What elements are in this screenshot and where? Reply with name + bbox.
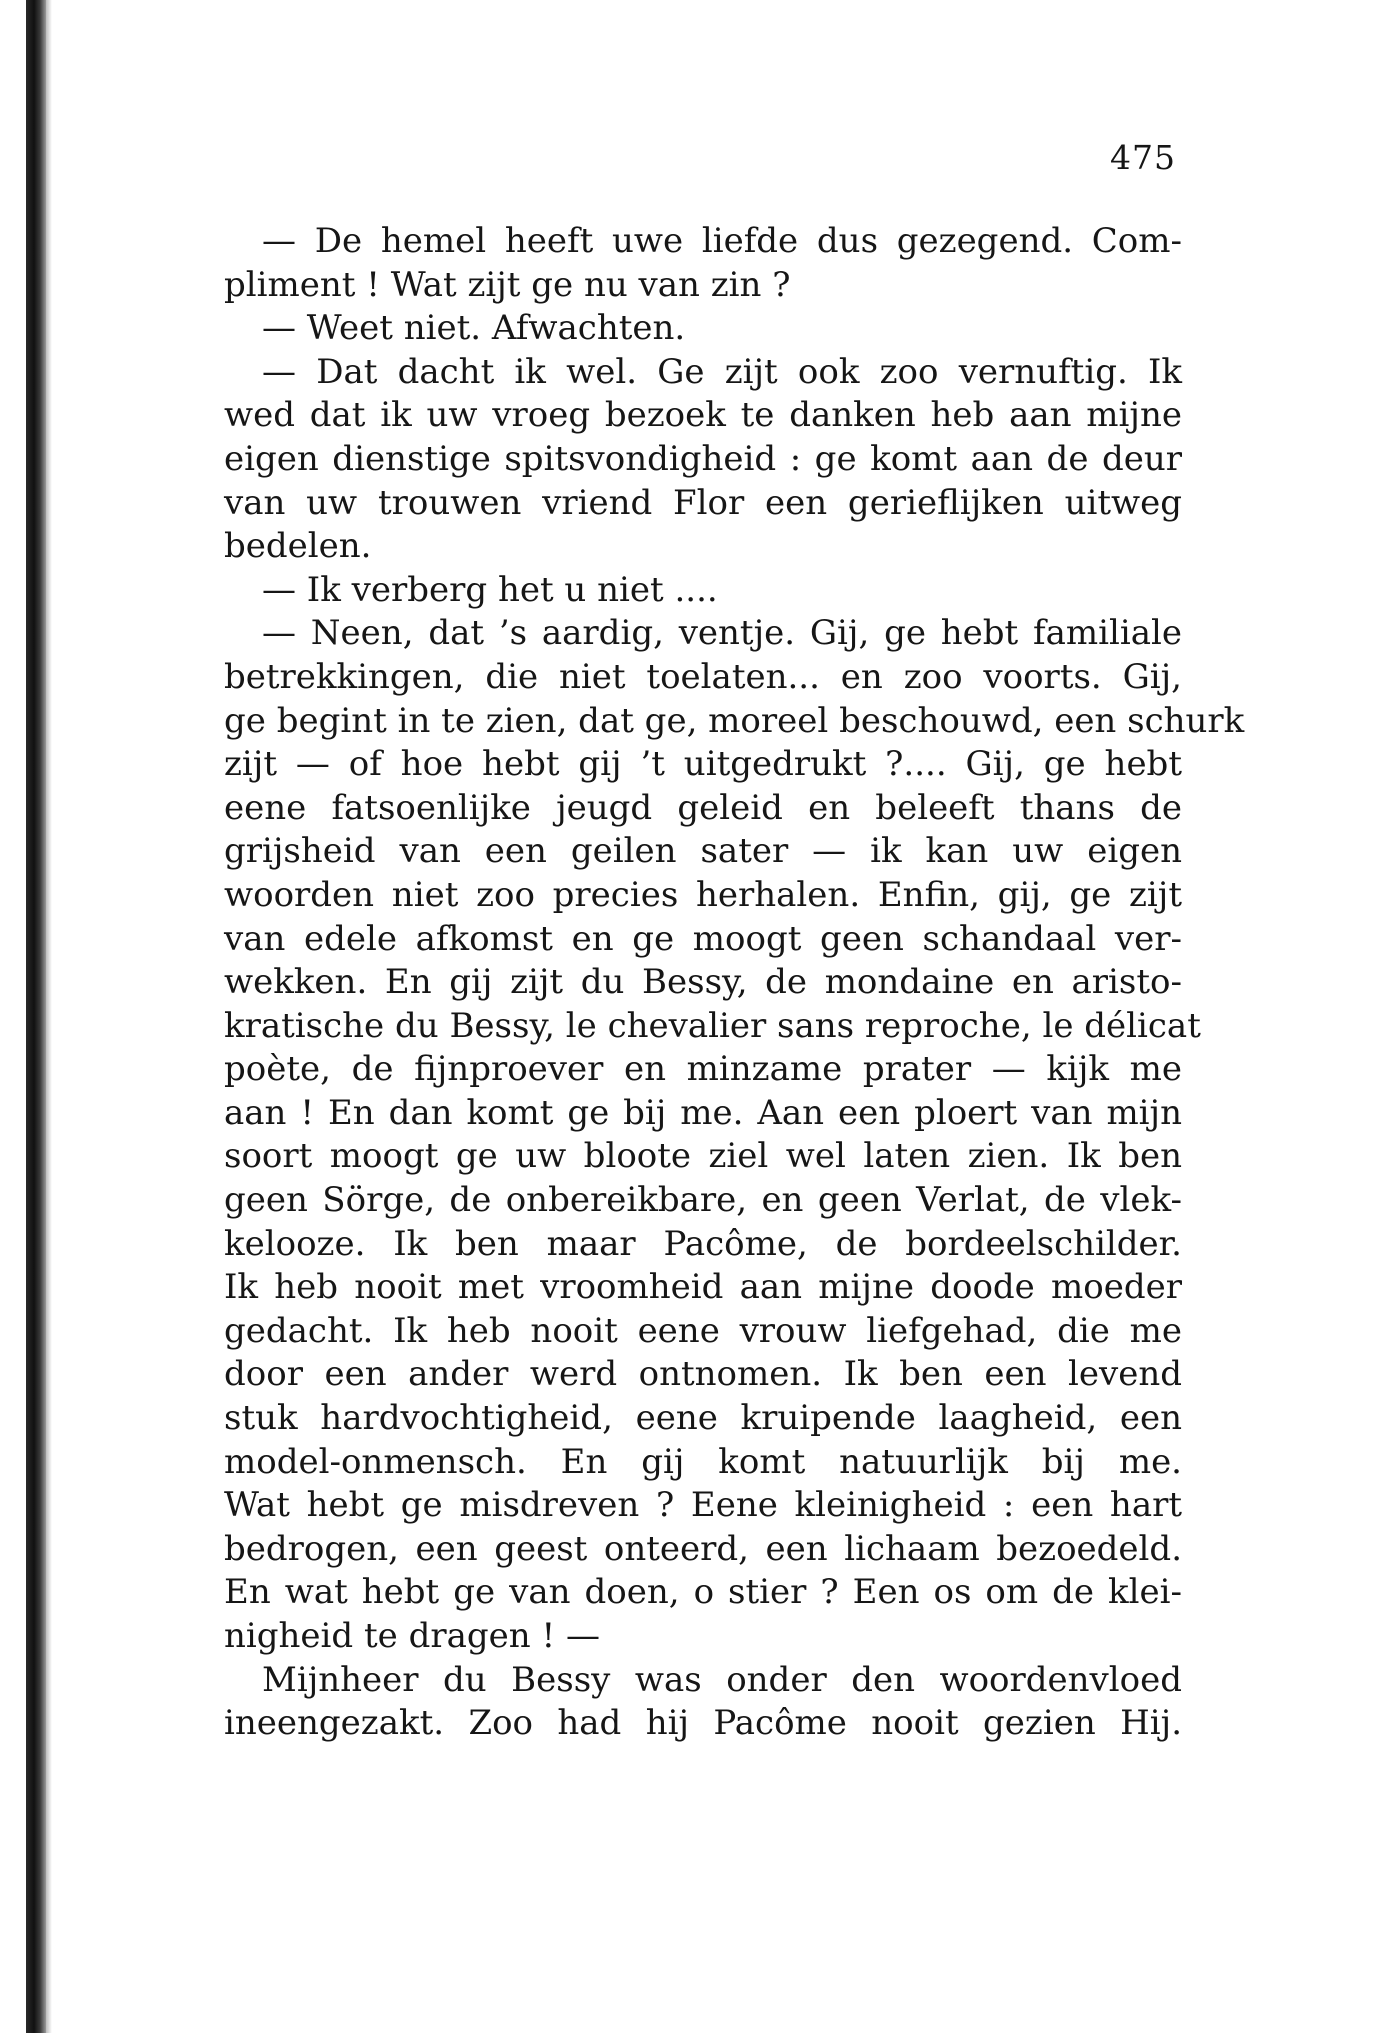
- text-line: kratische du Bessy, le chevalier sans reproche, le délicat: [224, 1005, 1201, 1046]
- page-number: 475: [1110, 138, 1176, 177]
- text-line: nigheid te dragen ! —: [224, 1616, 600, 1656]
- text-line: soort moogt ge uw bloote ziel wel laten zien. Ik ben: [224, 1136, 1182, 1177]
- text-line: gedacht. Ik heb nooit eene vrouw liefgehad, die me: [224, 1310, 1182, 1351]
- text-line: bedrogen, een geest onteerd, een lichaam bezoedeld.: [224, 1528, 1182, 1569]
- text-line: pliment ! Wat zijt ge nu van zin ?: [224, 264, 791, 305]
- text-line: wekken. En gij zijt du Bessy, de mondaine en aristo-: [224, 962, 1182, 1003]
- text-line: eene fatsoenlijke jeugd geleid en beleeft thans de: [224, 787, 1182, 828]
- text-line: model-onmensch. En gij komt natuurlijk bij me.: [224, 1441, 1182, 1482]
- text-line: bedelen.: [224, 526, 372, 567]
- text-line: eigen dienstige spitsvondigheid : ge komt aan de deur: [224, 438, 1182, 479]
- text-line: door een ander werd ontnomen. Ik ben een levend: [224, 1354, 1182, 1395]
- text-line: van edele afkomst en ge moogt geen schandaal ver-: [224, 918, 1182, 959]
- text-line: ge begint in te zien, dat ge, moreel beschouwd, een schurk: [224, 700, 1245, 741]
- text-line: woorden niet zoo precies herhalen. Enfin, gij, ge zijt: [224, 874, 1182, 915]
- body-text: [224, 220, 1245, 1746]
- text-line: geen Sörge, de onbereikbare, en geen Verlat, de vlek-: [224, 1180, 1182, 1221]
- binding-shadow: [46, 0, 52, 2033]
- text-line: van uw trouwen vriend Flor een gerieflijken uitweg: [224, 482, 1182, 523]
- text-line: — Dat dacht ik wel. Ge zijt ook zoo vernuftig. Ik: [262, 351, 1182, 392]
- text-line: wed dat ik uw vroeg bezoek te danken heb aan mijne: [224, 395, 1182, 436]
- text-line: — De hemel heeft uwe liefde dus gezegend. Com-: [262, 221, 1182, 261]
- text-line: kelooze. Ik ben maar Pacôme, de bordeelschilder.: [224, 1223, 1182, 1264]
- text-line: — Ik verberg het u niet ....: [262, 569, 718, 610]
- text-line: Ik heb nooit met vroomheid aan mijne doode moeder: [224, 1267, 1182, 1308]
- text-line: — Weet niet. Afwachten.: [262, 308, 686, 349]
- text-line: En wat hebt ge van doen, o stier ? Een os om de klei-: [224, 1572, 1182, 1613]
- text-line: Wat hebt ge misdreven ? Eene kleinigheid : een hart: [224, 1485, 1182, 1526]
- text-line: aan ! En dan komt ge bij me. Aan een ploert van mijn: [224, 1092, 1182, 1133]
- text-line: stuk hardvochtigheid, eene kruipende laagheid, een: [224, 1398, 1182, 1439]
- text-line: zijt — of hoe hebt gij ’t uitgedrukt ?.... Gij, ge hebt: [224, 744, 1182, 785]
- text-line: grijsheid van een geilen sater — ik kan uw eigen: [224, 831, 1182, 872]
- book-binding-edge: [26, 0, 46, 2033]
- text-line: poète, de fijnproever en minzame prater — kijk me: [224, 1049, 1182, 1090]
- text-line: ineengezakt. Zoo had hij Pacôme nooit gezien Hij.: [224, 1703, 1182, 1744]
- text-line: betrekkingen, die niet toelaten... en zoo voorts. Gij,: [224, 656, 1182, 697]
- text-line: Mijnheer du Bessy was onder den woordenvloed: [262, 1659, 1182, 1700]
- text-line: — Neen, dat ’s aardig, ventje. Gij, ge hebt familiale: [262, 613, 1182, 654]
